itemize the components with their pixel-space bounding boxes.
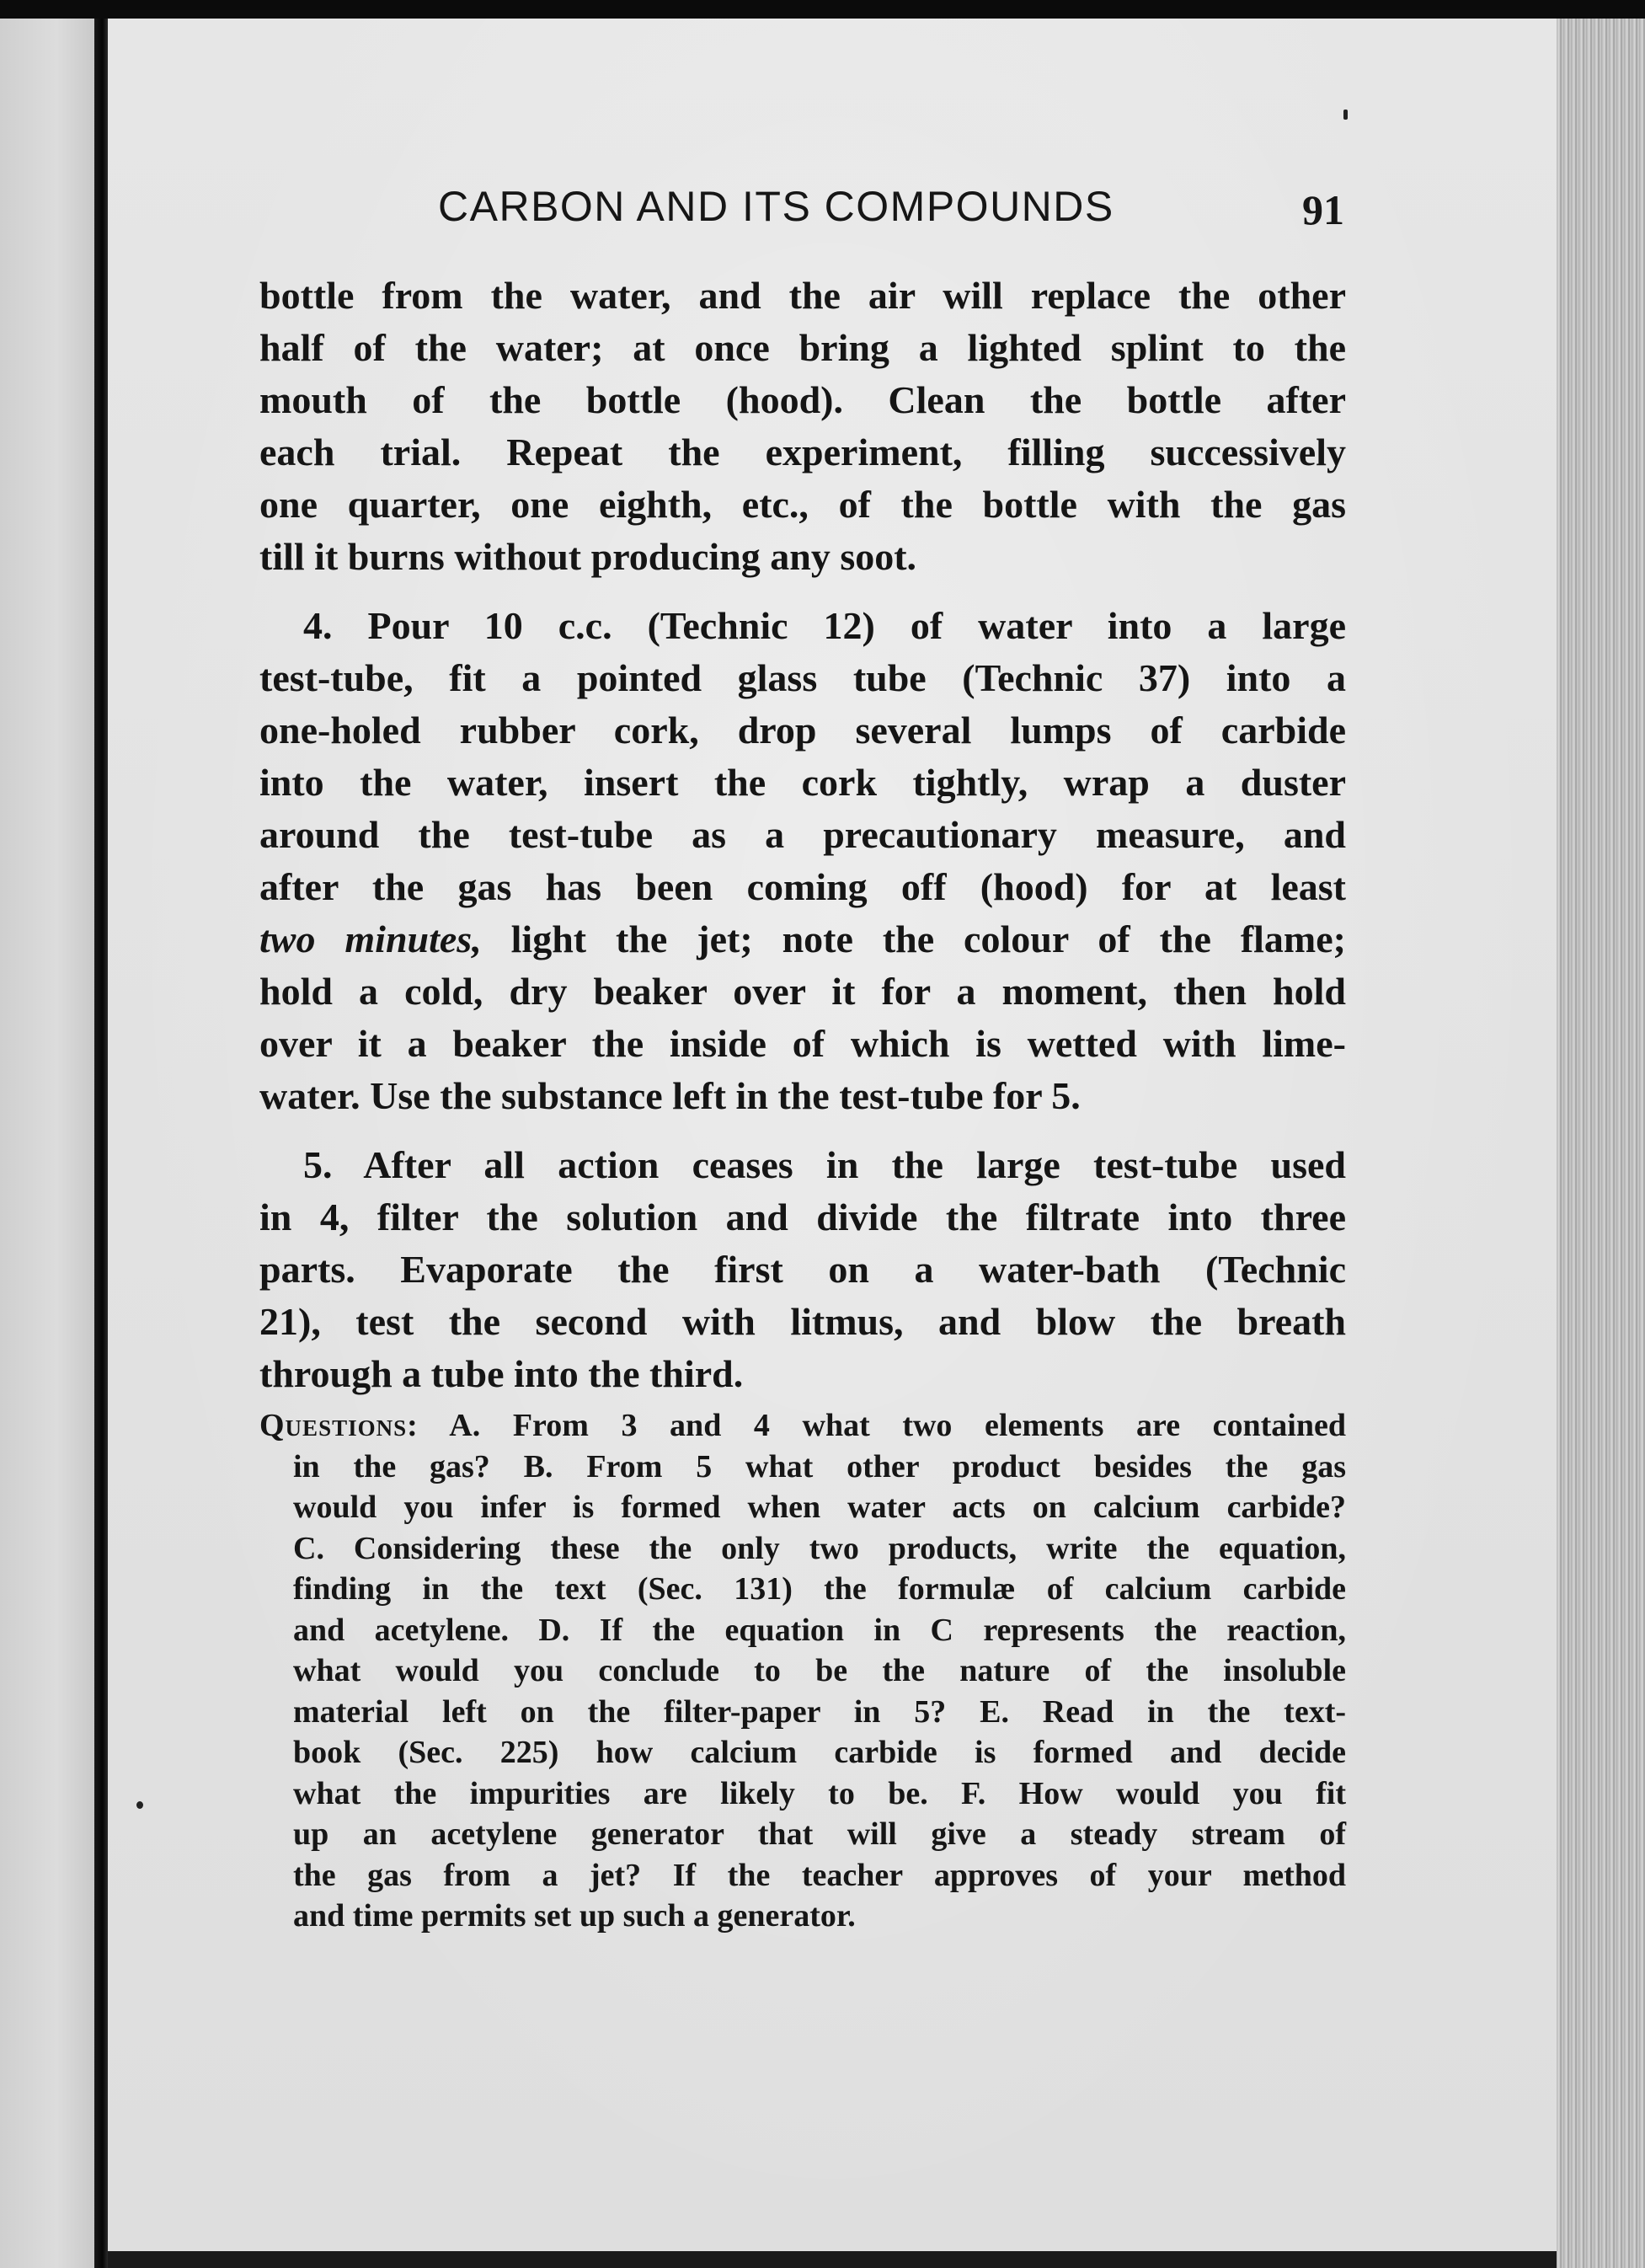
question-line: material left on the filter-paper in 5? E. Read in the text- [293,1693,1346,1730]
scan-speck [136,1801,143,1809]
question-line: the gas from a jet? If the teacher approves of your method [293,1857,1346,1893]
paragraph-step-5 [259,1139,1346,1400]
italic-phrase: two minutes, [259,917,482,960]
scan-top-border [0,0,1645,19]
text-line: test-tube, fit a pointed glass tube (Technic 37) into a [259,656,1346,699]
text-line: into the water, insert the cork tightly, wrap a duster [259,761,1346,804]
text-line: 21), test the second with litmus, and blow the breath [259,1300,1346,1343]
text-line: over it a beaker the inside of which is wetted with lime- [259,1022,1346,1065]
text-line: 4. Pour 10 c.c. (Technic 12) of water into a large [303,604,1346,647]
text-line: parts. Evaporate the first on a water-bath (Technic [259,1248,1346,1291]
paragraph-continuation [259,270,1346,583]
question-line: C. Considering these the only two products, write the equation, [293,1530,1346,1566]
question-line: finding in the text (Sec. 131) the formulæ of calcium carbide [293,1571,1346,1607]
text-line: half of the water; at once bring a lighted splint to the [259,326,1346,369]
text-line: mouth of the bottle (hood). Clean the bottle after [259,378,1346,421]
text-line: till it burns without producing any soot. [259,535,917,578]
paragraph-step-4 [259,600,1346,1122]
question-line: up an acetylene generator that will give a steady stream of [293,1816,1346,1852]
adjacent-page-edge [0,19,94,2268]
page-stack-edges [1557,19,1645,2268]
scan-speck [1343,110,1348,120]
text-line: water. Use the substance left in the test-tube for 5. [259,1074,1081,1117]
question-line: what would you conclude to be the nature of the insoluble [293,1653,1346,1688]
text-line: around the test-tube as a precautionary measure, and [259,813,1346,856]
text-fragment: A. From 3 and 4 what two elements are contained [418,1408,1346,1443]
book-spine-shadow [94,19,108,2268]
running-head [108,177,1557,236]
text-line: through a tube into the third. [259,1352,744,1395]
text-line: one quarter, one eighth, etc., of the bottle with the gas [259,483,1346,526]
text-line: 5. After all action ceases in the large test-tube used [303,1143,1346,1186]
running-head-title: CARBON AND ITS COMPOUNDS [438,183,1114,230]
question-line: what the impurities are likely to be. F. How would you fit [293,1775,1346,1811]
scan-bottom-border [108,2251,1557,2268]
text-line: after the gas has been coming off (hood) for at least [259,865,1346,908]
questions-label: Questions: [259,1408,419,1443]
text-fragment: light the jet; note the colour of the flame; [481,917,1346,960]
questions-block [259,1405,1346,1937]
text-line: bottle from the water, and the air will replace the other [259,274,1346,317]
text-line: one-holed rubber cork, drop several lumps of carbide [259,709,1346,752]
question-line: book (Sec. 225) how calcium carbide is formed and decide [293,1735,1346,1770]
text-line: in 4, filter the solution and divide the filtrate into three [259,1196,1346,1238]
questions-first-line [259,1405,1346,1447]
text-line: hold a cold, dry beaker over it for a moment, then hold [259,970,1346,1013]
question-line: in the gas? B. From 5 what other product besides the gas [293,1448,1346,1484]
question-line: and time permits set up such a generator. [293,1898,856,1934]
text-line: each trial. Repeat the experiment, filling successively [259,431,1346,473]
body-text [259,270,1346,1417]
text-line-with-italic [259,913,1346,966]
question-line: would you infer is formed when water acts on calcium carbide? [293,1490,1346,1525]
page-number: 91 [1302,186,1344,233]
question-line: and acetylene. D. If the equation in C represents the reaction, [293,1612,1346,1648]
